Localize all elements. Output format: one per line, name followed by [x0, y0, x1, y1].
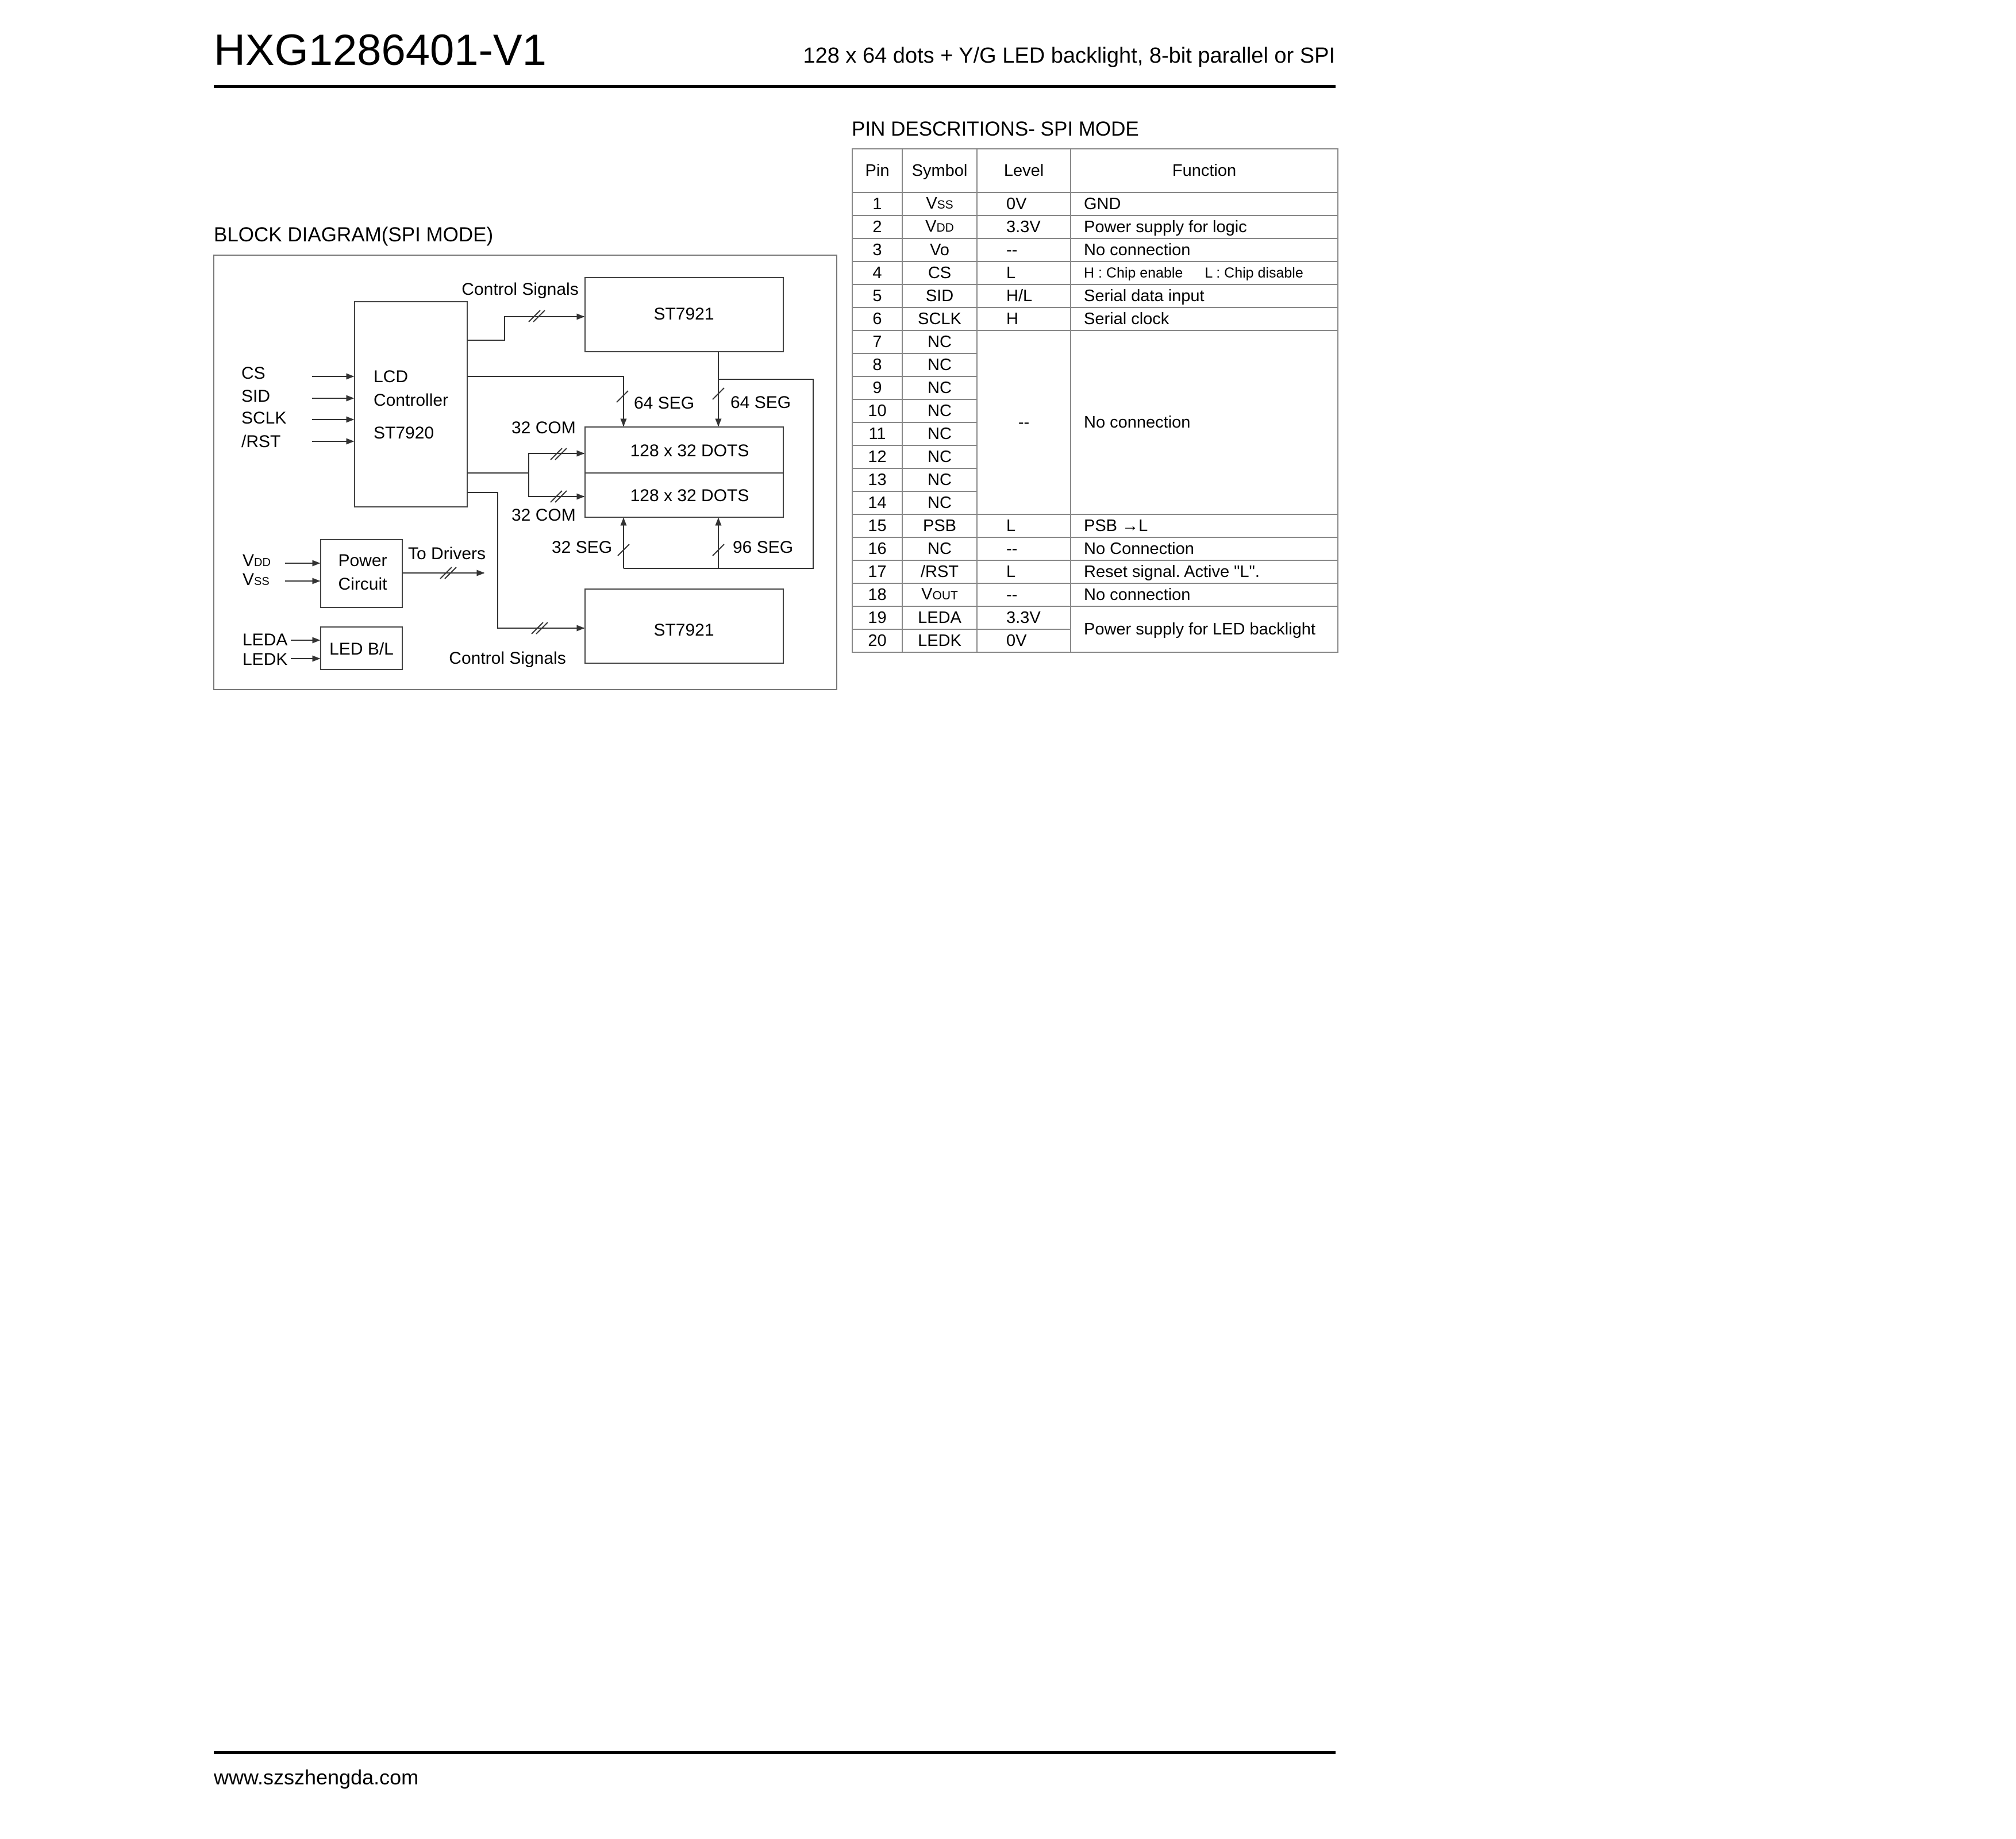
pin-level: 0V — [977, 629, 1071, 652]
pin-level: -- — [977, 238, 1071, 261]
control-signals-bottom-wire — [467, 493, 584, 628]
led-box-label: LED B/L — [329, 640, 394, 659]
com-32-top-wire — [467, 453, 584, 473]
arrow-right-icon: → — [1122, 517, 1139, 535]
footer-rule — [214, 1751, 1336, 1754]
pin-number: 11 — [852, 422, 902, 445]
seg-64-left-wire — [467, 376, 624, 426]
pin-symbol: NC — [902, 399, 977, 422]
nc-group-level: -- — [977, 330, 1071, 514]
pin-symbol: NC — [902, 376, 977, 399]
ledk-input-label: LEDK — [243, 650, 288, 669]
power-label-1: Power — [338, 551, 387, 570]
bus-tick — [617, 391, 628, 402]
pin-level: 3.3V — [977, 606, 1071, 629]
led-backlight-box — [321, 627, 402, 670]
pin-number: 19 — [852, 606, 902, 629]
seg-96-wire — [718, 379, 813, 568]
pin-level: L — [977, 261, 1071, 284]
table-row — [852, 330, 1338, 353]
pin-function: No Connection — [1071, 537, 1338, 560]
pin-number: 20 — [852, 629, 902, 652]
document-subtitle: 128 x 64 dots + Y/G LED backlight, 8-bit parallel or SPI — [803, 44, 1335, 68]
header-symbol: Symbol — [902, 149, 977, 193]
com-32-top-label: 32 COM — [511, 418, 576, 437]
table-row — [852, 284, 1338, 307]
pin-number: 1 — [852, 193, 902, 216]
pin-symbol: VOUT — [902, 583, 977, 606]
nc-group-function: No connection — [1071, 330, 1338, 514]
power-label-2: Circuit — [338, 575, 387, 594]
vss-input-label: VSS — [243, 570, 270, 589]
bus-tick — [536, 622, 548, 634]
vdd-input-label: VDD — [243, 551, 271, 570]
st7921-bottom-box — [585, 589, 783, 663]
pin-level: -- — [977, 537, 1071, 560]
table-row — [852, 606, 1338, 629]
pin-symbol: PSB — [902, 514, 977, 537]
pin-description-table — [852, 148, 1338, 653]
pin-function: No connection — [1071, 238, 1338, 261]
leda-input-label: LEDA — [243, 630, 288, 649]
pin-number: 16 — [852, 537, 902, 560]
diagram-frame — [214, 255, 837, 690]
table-row — [852, 583, 1338, 606]
pin-symbol: NC — [902, 353, 977, 376]
bus-tick — [618, 544, 629, 556]
pin-symbol: CS — [902, 261, 977, 284]
pin-symbol: LEDK — [902, 629, 977, 652]
to-drivers-label: To Drivers — [408, 544, 486, 563]
header-pin: Pin — [852, 149, 902, 193]
dots-panel — [585, 427, 783, 517]
pin-function: GND — [1071, 193, 1338, 216]
header-function: Function — [1071, 149, 1338, 193]
pin-symbol: SCLK — [902, 307, 977, 330]
pin-number: 17 — [852, 560, 902, 583]
bus-tick — [713, 388, 724, 399]
pin-number: 5 — [852, 284, 902, 307]
pin-number: 9 — [852, 376, 902, 399]
pin-symbol: NC — [902, 330, 977, 353]
bus-tick — [551, 491, 562, 502]
pin-level: 0V — [977, 193, 1071, 216]
led-group-function: Power supply for LED backlight — [1071, 606, 1338, 652]
table-row — [852, 307, 1338, 330]
pin-number: 12 — [852, 445, 902, 468]
bus-tick — [440, 567, 452, 579]
bus-tick — [555, 448, 567, 460]
table-row — [852, 193, 1338, 216]
pin-symbol: Vo — [902, 238, 977, 261]
pin-number: 2 — [852, 216, 902, 238]
pin-number: 4 — [852, 261, 902, 284]
control-signals-bottom-label: Control Signals — [449, 649, 566, 668]
bus-tick — [551, 448, 562, 460]
pin-symbol: LEDA — [902, 606, 977, 629]
bus-tick — [713, 544, 724, 556]
dots-top-label: 128 x 32 DOTS — [630, 441, 749, 460]
footer-website: www.szszhengda.com — [214, 1765, 419, 1789]
pin-level: L — [977, 514, 1071, 537]
bus-tick — [532, 622, 543, 634]
table-row — [852, 514, 1338, 537]
input-cs-label: CS — [241, 364, 266, 383]
pin-function: No connection — [1071, 583, 1338, 606]
pin-function: Serial data input — [1071, 284, 1338, 307]
block-diagram-heading: BLOCK DIAGRAM(SPI MODE) — [214, 224, 494, 246]
input-rst-label: /RST — [241, 432, 281, 451]
table-row — [852, 261, 1338, 284]
seg-64-left-label: 64 SEG — [634, 394, 695, 413]
pin-function: PSB →L — [1071, 514, 1338, 537]
pin-level: H/L — [977, 284, 1071, 307]
st7921-bottom-label: ST7921 — [653, 621, 714, 640]
pin-function: Power supply for logic — [1071, 216, 1338, 238]
document-title: HXG1286401-V1 — [214, 26, 547, 75]
table-row — [852, 238, 1338, 261]
pin-table-heading: PIN DESCRITIONS- SPI MODE — [852, 118, 1139, 140]
com-32-bottom-label: 32 COM — [511, 506, 576, 525]
pin-number: 14 — [852, 491, 902, 514]
pin-level: -- — [977, 583, 1071, 606]
dots-bottom-label: 128 x 32 DOTS — [630, 486, 749, 505]
controller-label-2: Controller — [374, 391, 449, 410]
controller-label-1: LCD — [374, 367, 409, 386]
input-sid-label: SID — [241, 387, 271, 406]
control-signals-top-label: Control Signals — [461, 280, 579, 299]
table-row — [852, 216, 1338, 238]
pin-number: 18 — [852, 583, 902, 606]
st7921-top-box — [585, 278, 783, 352]
pin-level: 3.3V — [977, 216, 1071, 238]
pin-number: 15 — [852, 514, 902, 537]
lcd-controller-box — [355, 302, 467, 507]
pin-symbol: NC — [902, 468, 977, 491]
pin-number: 7 — [852, 330, 902, 353]
com-32-bottom-wire — [529, 473, 584, 497]
power-circuit-box — [321, 540, 402, 607]
pin-function: Serial clock — [1071, 307, 1338, 330]
table-row — [852, 560, 1338, 583]
table-row — [852, 537, 1338, 560]
seg-96-label: 96 SEG — [733, 538, 794, 557]
pin-level: H — [977, 307, 1071, 330]
pin-symbol: NC — [902, 445, 977, 468]
header-rule — [214, 85, 1336, 88]
pin-symbol: NC — [902, 422, 977, 445]
pin-number: 3 — [852, 238, 902, 261]
seg-64-right-label: 64 SEG — [730, 393, 791, 412]
pin-symbol: NC — [902, 491, 977, 514]
pin-function: Reset signal. Active "L". — [1071, 560, 1338, 583]
pin-number: 6 — [852, 307, 902, 330]
pin-symbol: SID — [902, 284, 977, 307]
bus-tick — [555, 491, 567, 502]
pin-number: 8 — [852, 353, 902, 376]
pin-number: 10 — [852, 399, 902, 422]
bus-tick — [533, 310, 545, 322]
controller-label-3: ST7920 — [374, 424, 434, 443]
pin-symbol: /RST — [902, 560, 977, 583]
bus-tick — [445, 567, 456, 579]
pin-symbol: VDD — [902, 216, 977, 238]
seg-32-label: 32 SEG — [552, 538, 613, 557]
pin-level: L — [977, 560, 1071, 583]
pin-symbol: VSS — [902, 193, 977, 216]
bus-tick — [529, 310, 540, 322]
table-header-row — [852, 149, 1338, 193]
st7921-top-label: ST7921 — [653, 305, 714, 324]
pin-function: H : Chip enable L : Chip disable — [1071, 261, 1338, 284]
input-sclk-label: SCLK — [241, 409, 287, 428]
control-signals-top-wire — [467, 317, 584, 340]
header-level: Level — [977, 149, 1071, 193]
pin-symbol: NC — [902, 537, 977, 560]
pin-number: 13 — [852, 468, 902, 491]
